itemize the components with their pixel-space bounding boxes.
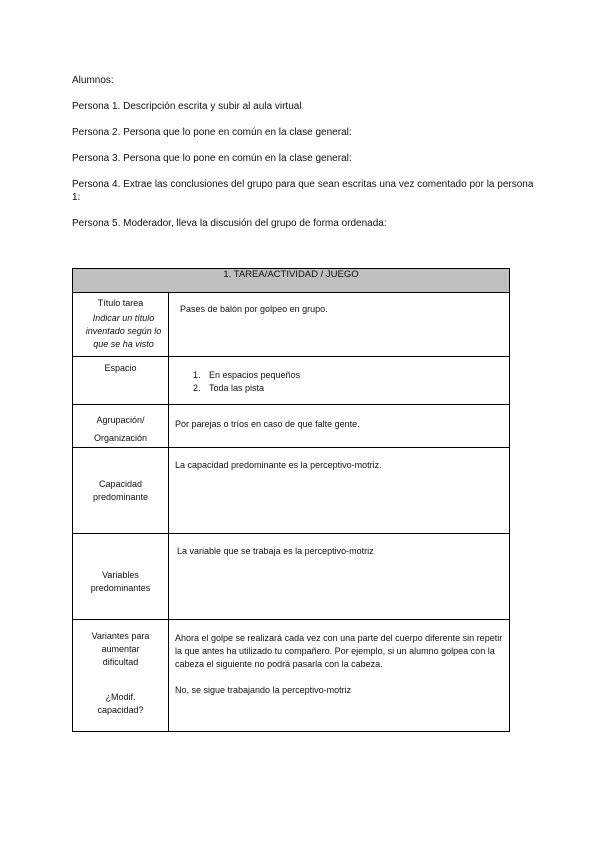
table-row-espacio [73,357,510,405]
espacio-value-cell [169,357,510,405]
titulo-value: Pases de balón por golpeo en grupo. [180,304,328,314]
titulo-hint: Indicar un título inventado según lo que se ha visto [85,313,162,349]
variantes-value-2: No, se sigue trabajando la perceptivo-motriz [175,685,352,695]
persona-4-text: Persona 4. Extrae las conclusiones del grupo para que sean escritas una vez comentado por la persona 1: [72,179,534,203]
variantes-label-2: ¿Modif. capacidad? [97,692,144,715]
list-item: 2. Toda las pista [203,382,509,395]
espacio-list [169,369,509,395]
list-item: 1. En espacios pequeños [203,369,509,382]
intro-section [72,74,542,243]
capacidad-label: Capacidad predominante [92,478,149,502]
persona-1-text: Persona 1. Descripción escrita y subir al aula virtual [72,101,302,112]
persona-5-text: Persona 5. Moderador, lleva la discusión del grupo de forma ordenada: [72,218,387,229]
table-row-agrupacion [73,405,510,448]
agrupacion-label-cell [73,405,169,448]
persona-2-text: Persona 2. Persona que lo pone en común en la clase general: [72,127,352,138]
capacidad-label-cell [73,448,169,534]
agrupacion-label-line1: Agrupación/ [96,415,145,425]
capacidad-value-cell [169,448,510,534]
agrupacion-value: Por parejas o tríos en caso de que falte gente. [175,419,360,429]
table-row-titulo [73,293,510,357]
variables-label-cell [73,534,169,620]
titulo-label: Título tarea [97,298,144,308]
espacio-label: Espacio [104,363,137,373]
variables-label: Variables predominantes [90,570,151,593]
alumnos-label: Alumnos: [72,75,114,86]
capacidad-value: La capacidad predominante es la perceptivo-motriz. [175,460,382,470]
variantes-value-cell [169,620,510,732]
titulo-value-cell [169,293,510,357]
titulo-label-cell [73,293,169,357]
persona-3-text: Persona 3. Persona que lo pone en común en la clase general: [72,153,352,164]
variantes-label: Variantes para aumentar dificultad [91,631,150,667]
variables-value-cell [169,534,510,620]
espacio-label-cell [73,357,169,405]
agrupacion-label-line2: Organización [93,433,148,443]
table-header: 1. TAREA/ACTIVIDAD / JUEGO [73,269,510,293]
activity-table [72,268,510,732]
table-row-capacidad [73,448,510,534]
agrupacion-value-cell [169,405,510,448]
table-row-variables [73,534,510,620]
variables-value: La variable que se trabaja es la perceptivo-motriz [177,546,374,556]
variantes-value: Ahora el golpe se realizará cada vez con una parte del cuerpo diferente sin repetir la que antes ha utilizado tu compañero. Por ejemplo, si un alumno golpea con la cabeza el siguiente no podrá pasarla con la cabeza. [175,633,503,669]
table-row-variantes [73,620,510,732]
variantes-label-cell [73,620,169,732]
